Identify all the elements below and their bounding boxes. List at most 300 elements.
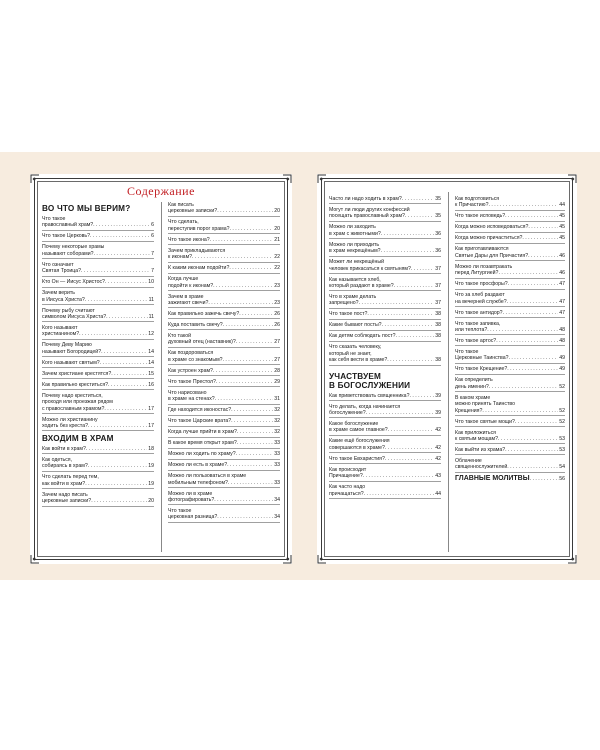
page-number: 23 <box>274 300 280 307</box>
toc-entry[interactable] <box>42 308 154 323</box>
toc-entry[interactable] <box>168 462 280 470</box>
page-number: 33 <box>274 479 280 486</box>
entry-last-line <box>42 498 154 504</box>
entry-title-line: день именин? <box>455 383 489 390</box>
entry-title-line: Как одеться, <box>42 457 73 464</box>
entry-last-line <box>42 371 154 377</box>
toc-entry[interactable] <box>455 366 565 374</box>
dot-leader <box>528 253 558 259</box>
entry-title-line: Что такое запивка, <box>455 320 501 327</box>
dot-leader <box>385 456 434 462</box>
page-number: 44 <box>435 490 441 497</box>
toc-entry[interactable] <box>42 279 154 287</box>
entry-last-line <box>329 393 441 399</box>
page-number: 11 <box>148 296 154 303</box>
toc-entry[interactable] <box>329 467 441 482</box>
page-number: 16 <box>148 381 154 388</box>
toc-entry[interactable] <box>455 246 565 261</box>
page-number: 29 <box>274 378 280 385</box>
dot-leader <box>359 300 435 306</box>
toc-entry[interactable] <box>329 294 441 309</box>
entry-last-line <box>329 410 441 416</box>
page-number: 45 <box>559 224 565 231</box>
entry-title-line: Что такое Царские врата? <box>168 418 232 425</box>
dot-leader <box>522 235 558 241</box>
entry-last-line <box>329 283 441 289</box>
entry-title-line: Как приветствовать священника? <box>329 392 410 399</box>
dot-leader <box>108 382 147 388</box>
toc-entry-main-prayers[interactable] <box>455 475 565 484</box>
entry-title-line: Как приготавливаются <box>455 246 509 253</box>
toc-entry[interactable] <box>168 322 280 330</box>
toc-entry[interactable] <box>455 264 565 279</box>
toc-entry[interactable] <box>168 276 280 291</box>
entry-title-line: можно принять Таинство <box>455 401 515 408</box>
entry-title-line: Как правильно зажечь свечу? <box>168 311 240 318</box>
toc-entry[interactable] <box>329 344 441 365</box>
entry-last-line <box>42 360 154 366</box>
toc-entry[interactable] <box>42 233 154 241</box>
page-number: 23 <box>274 282 280 289</box>
entry-title-line: в храме самое главное? <box>329 427 388 434</box>
page-number: 44 <box>559 202 565 209</box>
toc-entry[interactable] <box>42 457 154 472</box>
entry-title-line: Кого называют святым? <box>42 359 100 366</box>
toc-entry[interactable] <box>168 248 280 263</box>
entry-title-line: Церковные Таинства? <box>455 355 509 362</box>
toc-entry[interactable] <box>168 333 280 348</box>
toc-entry[interactable] <box>42 417 154 432</box>
toc-entry[interactable] <box>455 281 565 289</box>
entry-last-line <box>42 251 154 257</box>
entry-title-line: православный храм? <box>42 222 94 229</box>
dot-leader <box>217 514 273 520</box>
dot-leader <box>230 226 274 232</box>
toc-entry[interactable] <box>42 342 154 357</box>
dot-leader <box>88 423 147 429</box>
toc-entry[interactable] <box>42 360 154 368</box>
entry-title-line: В каком храме <box>455 394 491 401</box>
toc-entry[interactable] <box>329 456 441 464</box>
entry-last-line <box>455 202 565 208</box>
entry-title-line: Что такое <box>455 349 479 356</box>
entry-last-line <box>168 339 280 345</box>
entry-title-line: Что такое исповедь? <box>455 213 506 220</box>
page-number: 7 <box>151 250 154 257</box>
page-number: 53 <box>559 436 565 443</box>
entry-title-line: Как происходит <box>329 466 367 473</box>
dot-leader <box>229 265 273 271</box>
page-number: 47 <box>559 298 565 305</box>
entry-last-line <box>168 254 280 260</box>
page-number: 37 <box>435 283 441 290</box>
entry-last-line <box>455 235 565 241</box>
toc-column-left-2 <box>168 202 280 525</box>
entry-title-line: который раздают в храме? <box>329 283 394 290</box>
entry-title-line: Можно ли есть в храме? <box>168 462 228 469</box>
entry-title-line: Можно ли позавтракать <box>455 263 513 270</box>
toc-entry[interactable] <box>168 508 280 523</box>
toc-entry[interactable] <box>329 311 441 319</box>
page-number: 39 <box>435 410 441 417</box>
page-number: 36 <box>435 248 441 255</box>
toc-entry[interactable] <box>329 259 441 274</box>
toc-entry[interactable] <box>168 473 280 488</box>
entry-title-line: ходить без креста? <box>42 423 88 430</box>
toc-entry[interactable] <box>168 451 280 459</box>
page-number: 36 <box>435 230 441 237</box>
dot-leader <box>237 440 274 446</box>
toc-entry[interactable] <box>329 421 441 436</box>
toc-entry[interactable] <box>329 393 441 401</box>
entry-last-line <box>329 311 441 317</box>
page-number: 27 <box>274 356 280 363</box>
entry-title-line: Что такое <box>168 508 192 515</box>
entry-title-line: Можно ли христианину <box>42 416 98 423</box>
entry-last-line <box>42 446 154 452</box>
toc-entry[interactable] <box>42 393 154 414</box>
corner-ornament-icon <box>567 554 577 564</box>
entry-title-line: Облачение <box>455 458 482 465</box>
entry-title-line: причащаться? <box>329 490 364 497</box>
page-number: 34 <box>274 514 280 521</box>
entry-last-line <box>329 427 441 433</box>
entry-title-line: к Причастию? <box>455 202 489 209</box>
entry-last-line <box>329 473 441 479</box>
entry-last-line <box>455 464 565 470</box>
entry-last-line <box>329 248 441 254</box>
toc-entry[interactable] <box>329 438 441 453</box>
corner-ornament-icon <box>282 554 292 564</box>
page-number: 38 <box>435 311 441 318</box>
entry-title-line: Святые Дары для Причастия? <box>455 252 529 259</box>
toc-entry[interactable] <box>168 294 280 309</box>
entry-title-line: Можно ли ходить по храму? <box>168 451 236 458</box>
toc-entry[interactable] <box>168 237 280 245</box>
toc-entry[interactable] <box>168 390 280 405</box>
entry-title-line: церковные записки? <box>42 498 92 505</box>
entry-title-line: как войти в храм? <box>42 480 86 487</box>
dot-leader <box>496 338 558 344</box>
dot-leader <box>81 268 150 274</box>
page-number: 45 <box>559 235 565 242</box>
toc-entry[interactable] <box>168 368 280 376</box>
entry-last-line <box>168 462 280 468</box>
entry-title-line: Где находится иконостас? <box>168 407 232 414</box>
entry-title-line: фотографировать? <box>168 497 215 504</box>
entry-last-line <box>168 480 280 486</box>
page-number: 10 <box>148 279 154 286</box>
toc-entry[interactable] <box>329 196 441 204</box>
toc-entry[interactable] <box>455 349 565 364</box>
dot-leader <box>216 379 273 385</box>
page-number: 52 <box>559 418 565 425</box>
dot-leader <box>509 355 559 361</box>
corner-ornament-icon <box>30 554 40 564</box>
entry-last-line <box>329 231 441 237</box>
entry-last-line <box>168 418 280 424</box>
entry-title-line: Что такое Евхаристия? <box>329 455 385 462</box>
dot-leader <box>498 270 558 276</box>
entry-title-line: Как войти в храм? <box>42 446 86 453</box>
entry-title-line: Как определить <box>455 377 493 384</box>
entry-last-line <box>168 368 280 374</box>
entry-title-line: Что такое святые мощи? <box>455 418 515 425</box>
page-number: 20 <box>274 225 280 232</box>
page-number: 48 <box>559 327 565 334</box>
entry-last-line <box>329 266 441 272</box>
corner-ornament-icon <box>567 174 577 184</box>
toc-entry[interactable] <box>42 244 154 259</box>
toc-entry[interactable] <box>168 350 280 365</box>
entry-title-line: Могут ли люди других конфессий <box>329 207 410 213</box>
dot-leader <box>94 251 151 257</box>
entry-title-line: Почему надо креститься, <box>42 392 103 399</box>
page-title: Содержание <box>127 184 195 198</box>
page-number: 15 <box>148 370 154 377</box>
entry-title-line: Как правильно креститься? <box>42 381 109 388</box>
entry-title-line: Какие ещё богослужения <box>329 438 390 445</box>
toc-entry[interactable] <box>168 265 280 273</box>
page-number: 33 <box>274 451 280 458</box>
page-number: 47 <box>559 281 565 288</box>
entry-title-line: подойти к иконам? <box>168 282 214 289</box>
dot-leader <box>381 248 435 254</box>
entry-last-line <box>329 300 441 306</box>
entry-last-line <box>455 281 565 287</box>
toc-entry[interactable] <box>42 474 154 489</box>
toc-entry[interactable] <box>455 196 565 211</box>
entry-title-line: на вечерней службе? <box>455 298 507 305</box>
dot-leader <box>515 419 558 425</box>
toc-entry[interactable] <box>455 419 565 427</box>
page-number: 6 <box>151 233 154 240</box>
entry-title-line: Что такое Церковь? <box>42 233 91 240</box>
toc-entry[interactable] <box>168 407 280 415</box>
toc-column-left-1 <box>42 202 154 509</box>
dot-leader <box>208 300 273 306</box>
entry-last-line <box>42 463 154 469</box>
entry-title-line: в храме со знакомым? <box>168 356 223 363</box>
toc-entry[interactable] <box>455 338 565 346</box>
entry-last-line <box>168 429 280 435</box>
page-number: 26 <box>274 322 280 329</box>
entry-last-line <box>168 208 280 214</box>
page-number: 32 <box>274 429 280 436</box>
dot-leader <box>106 314 148 320</box>
entry-last-line <box>329 196 441 202</box>
page-number: 14 <box>148 359 154 366</box>
entry-title-line: Куда поставить свечу? <box>168 322 223 329</box>
toc-entry[interactable] <box>455 458 565 473</box>
entry-title-line: Какие бывают посты? <box>329 322 382 329</box>
corner-ornament-icon <box>282 174 292 184</box>
page-number: 38 <box>435 333 441 340</box>
entry-title-line: Зачем прикладываются <box>168 247 226 254</box>
toc-entry[interactable] <box>455 321 565 336</box>
entry-last-line <box>42 314 154 320</box>
entry-title-line: Какое богослужение <box>329 421 379 428</box>
toc-entry[interactable] <box>168 219 280 234</box>
entry-title-line: мобильным телефоном? <box>168 479 228 486</box>
toc-entry[interactable] <box>455 213 565 221</box>
page-number: 49 <box>559 355 565 362</box>
toc-entry[interactable] <box>329 404 441 419</box>
entry-title-line: В какое время открыт храм? <box>168 440 237 447</box>
dot-leader <box>489 384 558 390</box>
entry-title-line: запрещено? <box>329 300 359 307</box>
entry-title-line: Что означает <box>42 261 74 268</box>
entry-title-line: Можно ли приходить <box>329 241 380 248</box>
entry-title-line: Как называется хлеб, <box>329 276 381 283</box>
dot-leader <box>227 462 273 468</box>
dot-leader <box>402 196 434 202</box>
entry-last-line <box>42 222 154 228</box>
entry-title-line: Как писать <box>168 202 194 208</box>
entry-last-line <box>168 379 280 385</box>
entry-title-line: проходя или проезжая рядом <box>42 399 113 406</box>
toc-entry[interactable] <box>329 242 441 257</box>
toc-entry[interactable] <box>455 224 565 232</box>
toc-entry[interactable] <box>42 216 154 231</box>
dot-leader <box>90 233 150 239</box>
entry-last-line <box>168 322 280 328</box>
toc-entry[interactable] <box>329 224 441 239</box>
toc-entry[interactable] <box>42 446 154 454</box>
toc-entry[interactable] <box>455 430 565 445</box>
entry-title-line: духовный отец (наставник)? <box>168 339 236 346</box>
entry-title-line: Что такое икона? <box>168 236 210 243</box>
page-number: 33 <box>274 462 280 469</box>
corner-ornament-icon <box>30 174 40 184</box>
toc-entry[interactable] <box>168 202 280 217</box>
section-heading-line: В БОГОСЛУЖЕНИИ <box>329 380 411 390</box>
dot-leader <box>85 297 148 303</box>
toc-entry[interactable] <box>455 395 565 416</box>
page-number: 22 <box>274 265 280 272</box>
entry-last-line <box>455 310 565 316</box>
toc-entry[interactable] <box>455 310 565 318</box>
right-page <box>317 174 577 564</box>
dot-leader <box>210 237 274 243</box>
page-number: 27 <box>274 339 280 346</box>
entry-last-line <box>42 406 154 412</box>
toc-entry[interactable] <box>42 290 154 305</box>
toc-entry[interactable] <box>329 333 441 341</box>
entry-title-line: который не знает, <box>329 350 372 357</box>
dot-leader <box>79 331 147 337</box>
entry-last-line <box>329 456 441 462</box>
page-number: 26 <box>274 311 280 318</box>
toc-entry[interactable] <box>42 371 154 379</box>
dot-leader <box>104 406 147 412</box>
dot-leader <box>528 224 558 230</box>
page-number: 35 <box>435 196 441 202</box>
entry-title-line: Что за хлеб раздают <box>455 292 505 299</box>
page-number: 45 <box>559 213 565 220</box>
entry-title-line: Что сделать, <box>168 219 199 226</box>
toc-entry[interactable] <box>329 207 441 222</box>
entry-last-line <box>168 265 280 271</box>
section-heading <box>329 372 441 390</box>
toc-entry[interactable] <box>42 382 154 390</box>
dot-leader <box>111 371 147 377</box>
entry-last-line <box>42 481 154 487</box>
entry-title-line: перед Литургией? <box>455 270 499 277</box>
toc-entry[interactable] <box>42 325 154 340</box>
toc-entry[interactable] <box>455 377 565 392</box>
entry-title-line: как себя вести в храме? <box>329 357 388 364</box>
toc-entry[interactable] <box>329 277 441 292</box>
entry-last-line <box>42 279 154 285</box>
dot-leader <box>505 213 558 219</box>
page-number: 20 <box>274 208 280 215</box>
entry-title-line: Кто такой <box>168 333 191 340</box>
entry-last-line <box>455 253 565 259</box>
page-number: 46 <box>559 252 565 259</box>
entry-title-line: к иконам? <box>168 254 193 261</box>
entry-title-line: Что сказать человеку, <box>329 344 382 351</box>
toc-entry[interactable] <box>455 447 565 455</box>
toc-entry[interactable] <box>168 418 280 426</box>
dot-leader <box>88 463 147 469</box>
dot-leader <box>382 322 435 328</box>
dot-leader <box>236 451 274 457</box>
dot-leader <box>405 213 434 219</box>
entry-title-line: символом Иисуса Христа? <box>42 314 107 321</box>
dot-leader <box>231 407 273 413</box>
toc-entry[interactable] <box>455 292 565 307</box>
entry-last-line <box>455 447 565 453</box>
entry-last-line <box>329 491 441 497</box>
toc-entry[interactable] <box>168 440 280 448</box>
toc-entry[interactable] <box>329 322 441 330</box>
toc-entry[interactable] <box>168 491 280 506</box>
entry-title-line: Что такое Крещение? <box>455 366 508 373</box>
page-number: 35 <box>435 213 441 220</box>
entry-title-line: с православным храмом? <box>42 405 105 412</box>
toc-entry[interactable] <box>168 429 280 437</box>
entry-title-line: Когда можно причаститься? <box>455 235 523 242</box>
dot-leader <box>100 360 148 366</box>
page-number: 37 <box>435 300 441 307</box>
entry-title-line: переступив порог храма? <box>168 225 230 232</box>
toc-entry[interactable] <box>168 311 280 319</box>
entry-title-line: Когда лучше прийти в храм? <box>168 429 237 436</box>
entry-title-line: церковная разница? <box>168 514 218 521</box>
toc-entry[interactable] <box>455 235 565 243</box>
entry-title-line: Как поздороваться <box>168 350 214 357</box>
entry-title-line: называют Богородицей? <box>42 348 102 355</box>
entry-title-line: Как детям соблюдать пост? <box>329 333 396 340</box>
toc-entry[interactable] <box>42 262 154 277</box>
entry-title-line: Зачем верить <box>42 290 75 297</box>
entry-title-line: Когда лучше <box>168 276 199 283</box>
toc-entry[interactable] <box>329 484 441 499</box>
dot-leader <box>237 429 273 435</box>
entry-title-line: Как устроен храм? <box>168 367 213 374</box>
column-divider <box>448 192 449 552</box>
entry-title-line: Что сделать перед тем, <box>42 474 99 481</box>
toc-entry[interactable] <box>42 492 154 507</box>
section-heading: ВХОДИМ В ХРАМ <box>42 434 114 444</box>
dot-leader <box>86 446 147 452</box>
toc-entry[interactable] <box>168 379 280 387</box>
dot-leader <box>215 396 274 402</box>
entry-title-line: Может ли некрещёный <box>329 259 385 266</box>
entry-last-line <box>168 451 280 457</box>
entry-last-line <box>329 445 441 451</box>
